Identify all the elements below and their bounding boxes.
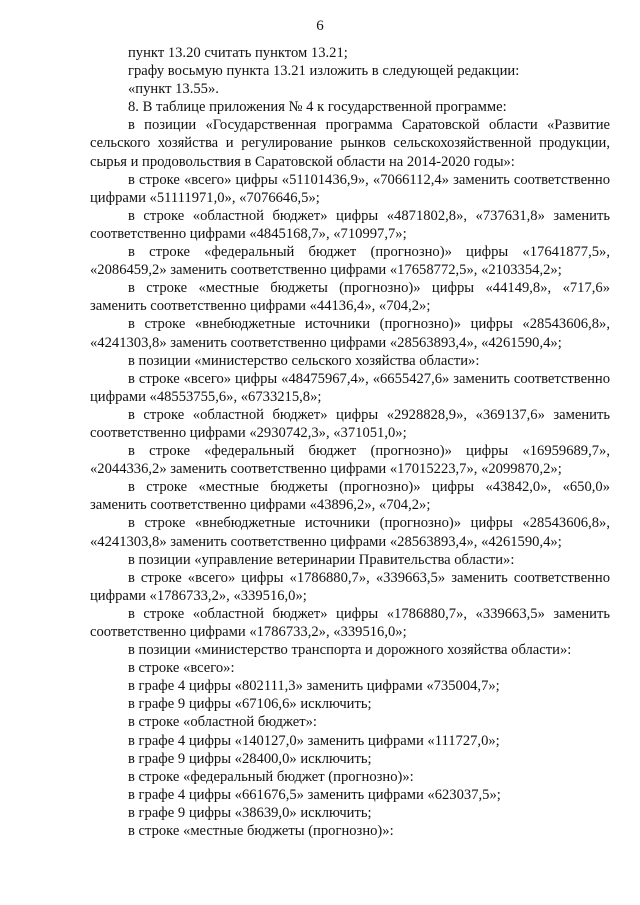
paragraph: в графе 4 цифры «661676,5» заменить цифрами «623037,5»;	[128, 786, 501, 803]
paragraph: 8. В таблице приложения № 4 к государственной программе:	[128, 99, 507, 116]
paragraph: в графе 9 цифры «38639,0» исключить;	[128, 804, 372, 821]
paragraph: в строке «федеральный бюджет (прогнозно)» цифры «17641877,5», «2086459,2» заменить соответственно цифрами «17658772,5», «2103354,2»;	[90, 244, 610, 279]
paragraph: в позиции «министерство сельского хозяйства области»:	[128, 352, 480, 369]
paragraph: «пункт 13.55».	[128, 81, 219, 98]
paragraph: в строке «всего»:	[128, 660, 235, 677]
paragraph: в строке «всего» цифры «51101436,9», «7066112,4» заменить соответственно цифрами «51111971,0», «7076646,5»;	[90, 171, 610, 206]
paragraph: в строке «местные бюджеты (прогнозно)» цифры «43842,0», «650,0» заменить соответственно цифрами «43896,2», «704,2»;	[90, 479, 610, 514]
paragraph: в графе 4 цифры «802111,3» заменить цифрами «735004,7»;	[128, 678, 500, 695]
page-number: 6	[316, 18, 324, 34]
paragraph: в графе 9 цифры «28400,0» исключить;	[128, 750, 372, 767]
paragraph: в позиции «министерство транспорта и дорожного хозяйства области»:	[128, 642, 572, 659]
paragraph: в строке «внебюджетные источники (прогнозно)» цифры «28543606,8», «4241303,8» заменить соответственно цифрами «28563893,4», «4261590,4»;	[90, 316, 610, 351]
paragraph: в строке «местные бюджеты (прогнозно)» цифры «44149,8», «717,6» заменить соответственно цифрами «44136,4», «704,2»;	[90, 280, 610, 315]
paragraph: в графе 9 цифры «67106,6» исключить;	[128, 696, 372, 713]
paragraph: в строке «федеральный бюджет (прогнозно)»:	[128, 768, 414, 785]
paragraph: в строке «областной бюджет» цифры «4871802,8», «737631,8» заменить соответственно цифрами «4845168,7», «710997,7»;	[90, 207, 610, 242]
paragraph: в строке «федеральный бюджет (прогнозно)» цифры «16959689,7», «2044336,2» заменить соответственно цифрами «17015223,7», «2099870,2»;	[90, 443, 610, 478]
paragraph: в строке «всего» цифры «1786880,7», «339663,5» заменить соответственно цифрами «1786733,2», «339516,0»;	[90, 569, 610, 604]
paragraph: графу восьмую пункта 13.21 изложить в следующей редакции:	[128, 63, 520, 80]
paragraph: в позиции «управление ветеринарии Правительства области»:	[128, 551, 515, 568]
paragraph: в строке «областной бюджет» цифры «2928828,9», «369137,6» заменить соответственно цифрами «2930742,3», «371051,0»;	[90, 406, 610, 441]
paragraph: в строке «областной бюджет» цифры «1786880,7», «339663,5» заменить соответственно цифрами «1786733,2», «339516,0»;	[90, 605, 610, 640]
paragraph: в позиции «Государственная программа Саратовской области «Развитие сельского хозяйства и регулирование рынков сельскохозяйственной продукции, сырья и продовольствия в Саратовской области на 2014-2020 годы»:	[90, 117, 610, 170]
paragraph: в строке «местные бюджеты (прогнозно)»:	[128, 823, 394, 840]
paragraph: в графе 4 цифры «140127,0» заменить цифрами «111727,0»;	[128, 732, 500, 749]
paragraph: в строке «областной бюджет»:	[128, 714, 317, 731]
document-body	[90, 44, 610, 840]
paragraph: пункт 13.20 считать пунктом 13.21;	[128, 45, 348, 61]
paragraph: в строке «внебюджетные источники (прогнозно)» цифры «28543606,8», «4241303,8» заменить соответственно цифрами «28563893,4», «4261590,4»;	[90, 515, 610, 550]
paragraph: в строке «всего» цифры «48475967,4», «6655427,6» заменить соответственно цифрами «48553755,6», «6733215,8»;	[90, 370, 610, 405]
